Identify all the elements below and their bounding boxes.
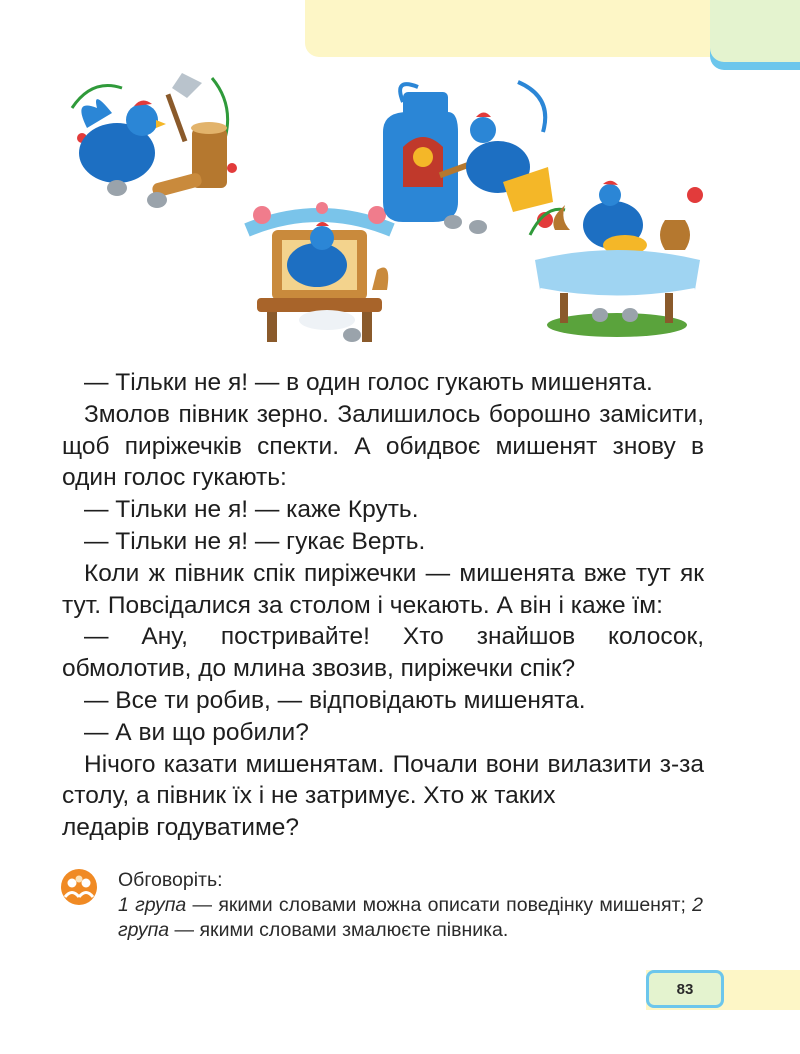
story-line: — Все ти робив, — відповідають мишенята.: [84, 686, 586, 714]
group2-text: — якими словами змалюєте півника.: [169, 919, 509, 941]
header-tab: [710, 0, 800, 62]
story-paragraph: Змолов півник зерно. Залишилось борошно замісити, щоб пиріжечків спекти. А обидвоє мишенят знову в один голос гукають:: [62, 400, 704, 492]
discussion-body: [118, 893, 703, 943]
discussion-text: [118, 868, 703, 943]
story-paragraph: Нічого казати мишенятам. Почали вони вилазити з-за столу, а півник їх і не затримує. Хто ж таких: [62, 750, 704, 810]
story-line: — Тільки не я! — каже Круть.: [84, 496, 419, 524]
group2-label: 2 група: [118, 894, 703, 941]
page-number: 83: [646, 970, 724, 1008]
story-line: — Тільки не я! — гукає Верть.: [84, 527, 426, 555]
story-paragraph: Коли ж півник спік пиріжечки — мишенята вже тут як тут. Повсідалися за столом і чекають. А він і каже їм:: [62, 559, 704, 619]
group1-label: 1 група: [118, 894, 187, 916]
story-paragraph-end: ледарів годуватиме?: [62, 814, 300, 842]
story-text: [62, 367, 704, 844]
story-paragraph: — Ану, постривайте! Хто знайшов колосок, обмолотив, до млина звозив, пиріжечки спік?: [62, 623, 704, 683]
group1-text: — якими словами можна описати поведінку мишенят;: [186, 894, 693, 916]
illustration-rooster-chopping-wood: [62, 68, 242, 218]
story-line: — Тільки не я! — в один голос гукають мишенята.: [84, 369, 653, 396]
group-discussion-icon: [60, 868, 98, 906]
story-line: — А ви що робили?: [84, 718, 309, 746]
discussion-heading: Обговоріть:: [118, 869, 223, 891]
illustration-rooster-at-table: [525, 175, 710, 340]
